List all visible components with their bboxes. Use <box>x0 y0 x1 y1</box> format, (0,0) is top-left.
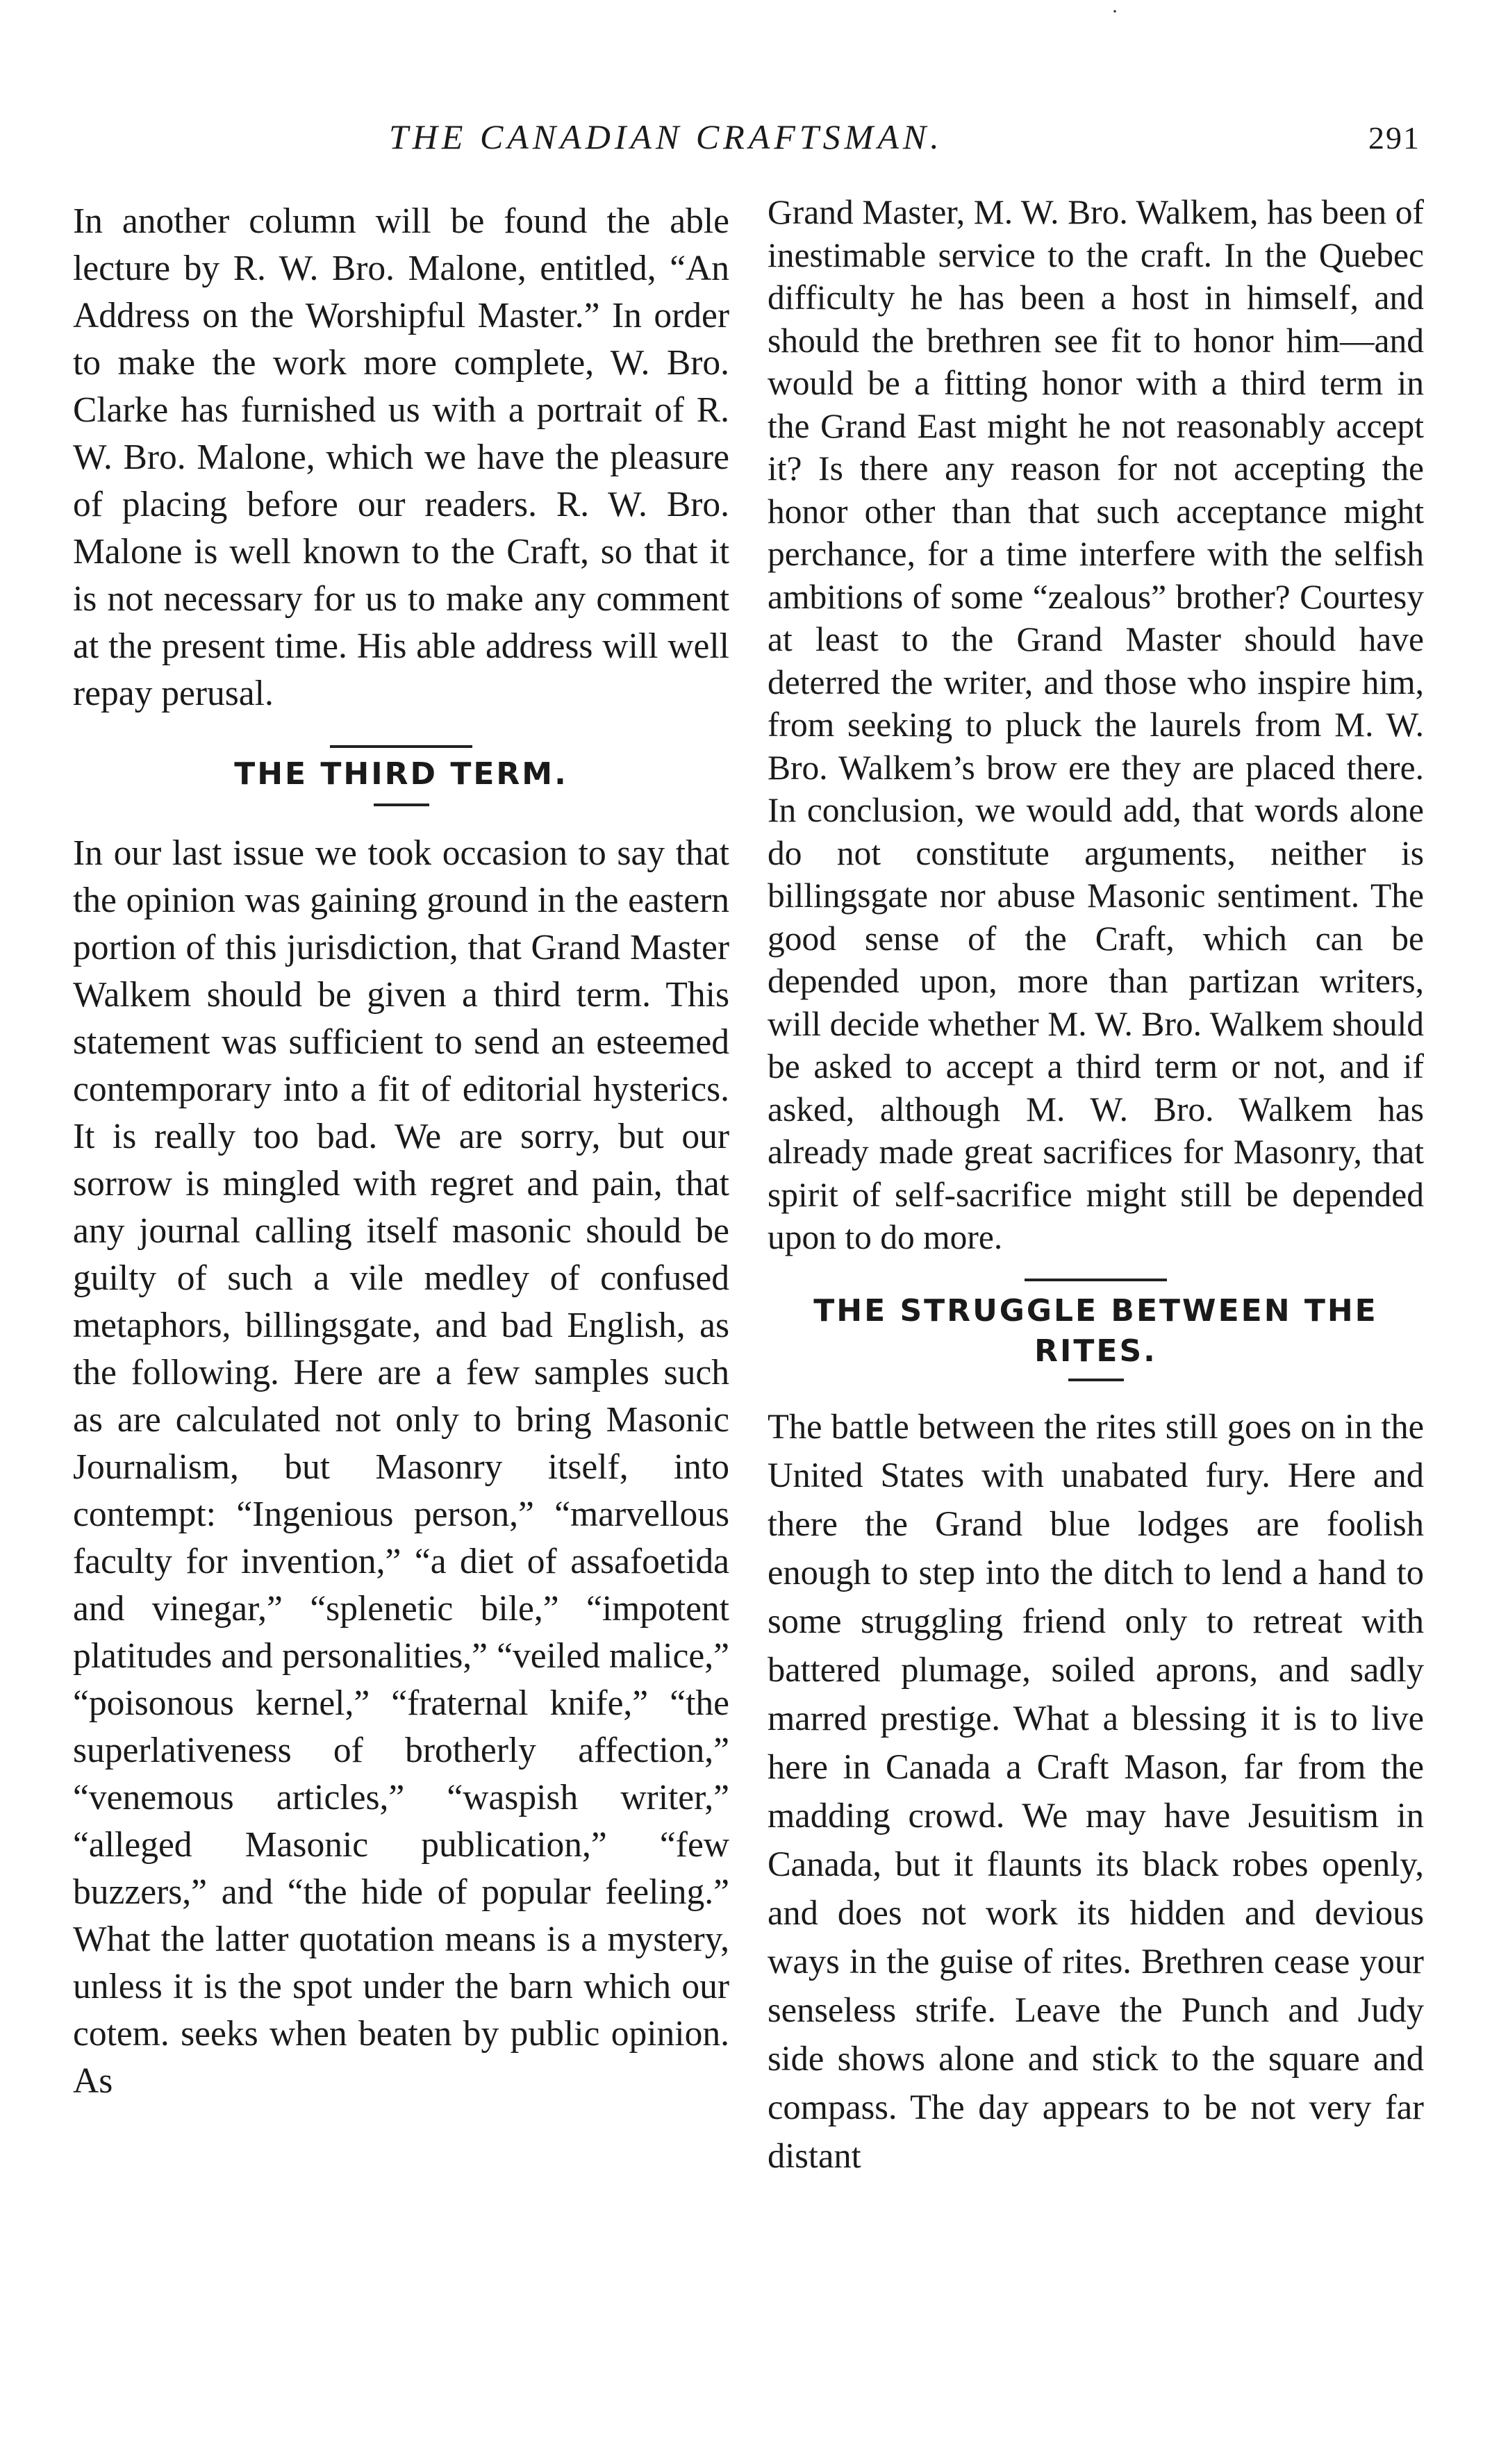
struggle-paragraph: The battle between the rites still goes on in the United States with unabated fury. Here and there the Grand blue lodges are foolish enough to step into the ditch to lend a hand to some struggling friend only to retreat with battered plumage, soiled aprons, and sadly marred prestige. What a blessing it is to live here in Canada a Craft Mason, far from the madding crowd. We may have Jesuitism in Canada, but it flaunts its black robes openly, and does not work its hidden and devious ways in the guise of rites. Brethren cease your senseless strife. Leave the Punch and Judy side shows alone and stick to the square and compass. The day appears to be not very far distant <box>768 1406 1424 2175</box>
section-heading-third-term: THE THIRD TERM. <box>234 756 568 792</box>
spacer <box>768 1259 1424 1279</box>
section-heading-struggle: THE STRUGGLE BETWEEN THE RITES. <box>813 1292 1378 1369</box>
heading-rule-top <box>1025 1279 1167 1281</box>
page-number: 291 <box>1368 120 1420 156</box>
right-column <box>768 191 1424 2180</box>
heading-rule-top <box>330 745 472 748</box>
spacer <box>73 717 729 745</box>
spacer <box>768 1381 1424 1402</box>
left-column <box>73 198 729 2105</box>
print-speck: · <box>1111 0 1118 23</box>
journal-title: THE CANADIAN CRAFTSMAN. <box>389 117 943 156</box>
intro-paragraph: In another column will be found the able lecture by R. W. Bro. Malone, entitled, “An Address on the Worshipful Master.” In order to make the work more complete, W. Bro. Clarke has furnished us with a portrait of R. W. Bro. Malone, which we have the pleasure of placing before our readers. R. W. Bro. Malone is well known to the Craft, so that it is not necessary for us to make any comment at the present time. His able address will well repay perusal. <box>73 201 729 713</box>
running-head <box>0 104 1492 160</box>
spacer <box>73 806 729 830</box>
third-term-paragraph: In our last issue we took occasion to say that the opinion was gaining ground in the eastern portion of this jurisdiction, that Grand Master Walkem should be given a third term. This statement was sufficient to send an esteemed contemporary into a fit of editorial hysterics. It is really too bad. We are sorry, but our sorrow is mingled with regret and pain, that any journal calling itself masonic should be guilty of such a vile medley of confused metaphors, billingsgate, and bad English, as the following. Here are a few samples such as are calculated not only to bring Masonic Journalism, but Masonry itself, into contempt: “Ingenious person,” “marvellous faculty for invention,” “a diet of assafoetida and vinegar,” “splenetic bile,” “impotent platitudes and personalities,” “veiled malice,” “poisonous kernel,” “fraternal knife,” “the superlativeness of brotherly affection,” “venemous articles,” “waspish writer,” “alleged Masonic publication,” “few buzzers,” and “the hide of popular feeling.” What the latter quotation means is a mystery, unless it is the spot under the barn which our cotem. seeks when beaten by public opinion. As <box>73 833 729 2101</box>
continued-paragraph: Grand Master, M. W. Bro. Walkem, has been of inestimable service to the craft. In the Quebec difficulty he has been a host in himself, and should the brethren see fit to honor him—and would be a fitting honor with a third term in the Grand East might he not reasonably accept it? Is there any reason for not accepting the honor other than that such acceptance might perchance, for a time interfere with the selfish ambitions of some “zealous” brother? Courtesy at least to the Grand Master should have deterred the writer, and those who inspire him, from seeking to pluck the laurels from M. W. Bro. Walkem’s brow ere they are placed there. In conclusion, we would add, that words alone do not constitute arguments, neither is billingsgate nor abuse Masonic sentiment. The good sense of the Craft, which can be depended upon, more than partizan writers, will decide whether M. W. Bro. Walkem should be asked to accept a third term or not, and if asked, although M. W. Bro. Walkem has already made great sacrifices for Masonry, that spirit of self-sacrifice might still be depended upon to do more. <box>768 193 1424 1256</box>
